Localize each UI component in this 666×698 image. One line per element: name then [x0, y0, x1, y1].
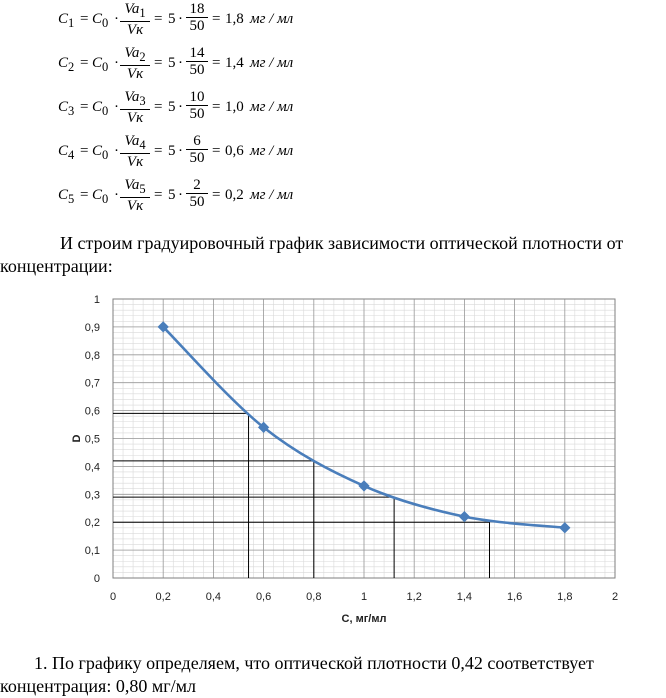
volume-fraction: [120, 2, 150, 39]
x-axis-title: C, мг/мл: [341, 613, 387, 625]
y-tick-label: 0,6: [84, 405, 100, 418]
x-tick-label: 1,8: [557, 591, 573, 603]
formula-result: 0,6: [225, 143, 244, 159]
formula-c0-sub: 0: [102, 104, 109, 118]
formula-lhs-sub: 2: [68, 60, 75, 74]
numeric-fraction: [186, 134, 208, 167]
formula-lhs-sub: 5: [68, 192, 75, 206]
aliquot-volume: Va: [124, 45, 140, 61]
y-tick-label: 0,3: [84, 489, 100, 502]
y-axis-title: D: [71, 434, 83, 443]
dot-operator: ·: [178, 99, 183, 115]
formula-lhs: C: [58, 187, 69, 203]
volume-fraction: [120, 46, 150, 83]
equals-sign: =: [80, 143, 89, 159]
formula-unit: мг / мл: [250, 11, 294, 27]
equals-sign: =: [154, 55, 163, 71]
y-tick-label: 0,8: [84, 349, 100, 362]
numeric-fraction: [186, 90, 208, 123]
formula-result: 1,8: [225, 11, 244, 27]
equals-sign: =: [80, 99, 89, 115]
formula-c0: C: [92, 187, 103, 203]
equals-sign: =: [212, 99, 221, 115]
fraction-denominator: 50: [189, 150, 205, 166]
formula-unit: мг / мл: [250, 99, 294, 115]
aliquot-sub: 2: [139, 50, 146, 64]
equals-sign: =: [154, 11, 163, 27]
initial-concentration: 5: [168, 143, 176, 159]
formula-lhs: C: [58, 143, 69, 159]
y-tick-label: 0,4: [84, 461, 100, 474]
formula-lhs: C: [58, 99, 69, 115]
initial-concentration: 5: [168, 11, 176, 27]
formula-lhs: C: [58, 11, 69, 27]
formula-lhs: C: [58, 55, 69, 71]
x-tick-label: 0,8: [306, 591, 322, 603]
dot-operator: ·: [114, 55, 119, 71]
fraction-numerator: 10: [186, 90, 208, 106]
intro-paragraph: [0, 232, 666, 278]
flask-volume: Vк: [126, 110, 144, 126]
x-tick-label: 2: [611, 591, 619, 603]
aliquot-volume: Va: [124, 133, 140, 149]
x-tick-label: 0: [109, 591, 117, 603]
formula-unit: мг / мл: [250, 55, 294, 71]
fraction-numerator: 6: [186, 134, 208, 150]
dot-operator: ·: [178, 187, 183, 203]
formula-c0-sub: 0: [102, 192, 109, 206]
initial-concentration: 5: [168, 55, 176, 71]
aliquot-sub: 5: [139, 182, 146, 196]
formula-c0-sub: 0: [102, 148, 109, 162]
equals-sign: =: [154, 99, 163, 115]
numeric-fraction: [186, 2, 208, 35]
aliquot-sub: 4: [139, 138, 146, 152]
equals-sign: =: [154, 143, 163, 159]
formula-lhs-sub: 4: [68, 148, 75, 162]
fraction-numerator: 2: [186, 178, 208, 194]
fraction-denominator: 50: [189, 62, 205, 78]
x-tick-label: 1,4: [456, 591, 473, 603]
calibration-chart: [68, 288, 628, 628]
x-tick-label: 1,2: [406, 591, 422, 603]
formula-lhs-sub: 1: [68, 16, 75, 30]
fraction-denominator: 50: [189, 18, 205, 34]
formula-c0-sub: 0: [102, 60, 109, 74]
equals-sign: =: [80, 55, 89, 71]
volume-fraction: [120, 90, 150, 127]
y-tick-label: 0,9: [84, 321, 100, 334]
formula-unit: мг / мл: [250, 143, 294, 159]
intro-line-1: И строим градуировочный график зависимости оптической плотности от: [60, 233, 624, 253]
equals-sign: =: [80, 187, 89, 203]
result-paragraph: [0, 652, 666, 698]
fraction-numerator: 18: [186, 2, 208, 18]
formula-result: 1,4: [225, 55, 244, 71]
formula-c0: C: [92, 55, 103, 71]
fraction-denominator: 50: [189, 194, 205, 210]
flask-volume: Vк: [126, 22, 144, 38]
numeric-fraction: [186, 178, 208, 211]
y-tick-label: 1: [93, 294, 100, 306]
initial-concentration: 5: [168, 99, 176, 115]
y-tick-label: 0,2: [84, 517, 100, 530]
x-tick-label: 1,6: [506, 591, 523, 603]
x-tick-label: 0,4: [205, 591, 222, 603]
dot-operator: ·: [178, 11, 183, 27]
y-tick-label: 0,7: [84, 377, 100, 390]
formula-result: 1,0: [225, 99, 244, 115]
volume-fraction: [120, 134, 150, 171]
result-line-1: 1. По графику определяем, что оптической плотности 0,42 соответствует: [34, 653, 594, 673]
aliquot-volume: Va: [124, 177, 140, 193]
flask-volume: Vк: [126, 198, 144, 214]
y-tick-label: 0,5: [84, 433, 100, 446]
equals-sign: =: [212, 11, 221, 27]
numeric-fraction: [186, 46, 208, 79]
equals-sign: =: [212, 187, 221, 203]
aliquot-volume: Va: [124, 1, 140, 17]
formula-unit: мг / мл: [250, 187, 294, 203]
dot-operator: ·: [114, 11, 119, 27]
aliquot-sub: 3: [139, 94, 146, 108]
aliquot-volume: Va: [124, 89, 140, 105]
aliquot-sub: 1: [139, 6, 146, 20]
x-tick-label: 0,2: [155, 591, 171, 603]
initial-concentration: 5: [168, 187, 176, 203]
y-tick-label: 0,1: [84, 545, 100, 558]
fraction-numerator: 14: [186, 46, 208, 62]
dot-operator: ·: [114, 99, 119, 115]
formula-c0-sub: 0: [102, 16, 109, 30]
equals-sign: =: [154, 187, 163, 203]
flask-volume: Vк: [126, 66, 144, 82]
equals-sign: =: [212, 143, 221, 159]
equals-sign: =: [212, 55, 221, 71]
volume-fraction: [120, 178, 150, 215]
x-tick-label: 1: [360, 591, 368, 603]
intro-line-2: концентрации:: [0, 256, 113, 276]
equals-sign: =: [80, 11, 89, 27]
dot-operator: ·: [114, 143, 119, 159]
dot-operator: ·: [178, 143, 183, 159]
formula-c0: C: [92, 143, 103, 159]
formula-c0: C: [92, 11, 103, 27]
y-tick-label: 0: [93, 573, 100, 585]
x-tick-label: 0,6: [255, 591, 272, 603]
fraction-denominator: 50: [189, 106, 205, 122]
formula-lhs-sub: 3: [68, 104, 75, 118]
result-line-2: концентрация: 0,80 мг/мл: [0, 676, 196, 696]
formula-c0: C: [92, 99, 103, 115]
dot-operator: ·: [178, 55, 183, 71]
flask-volume: Vк: [126, 154, 144, 170]
formula-result: 0,2: [225, 187, 244, 203]
dot-operator: ·: [114, 187, 119, 203]
